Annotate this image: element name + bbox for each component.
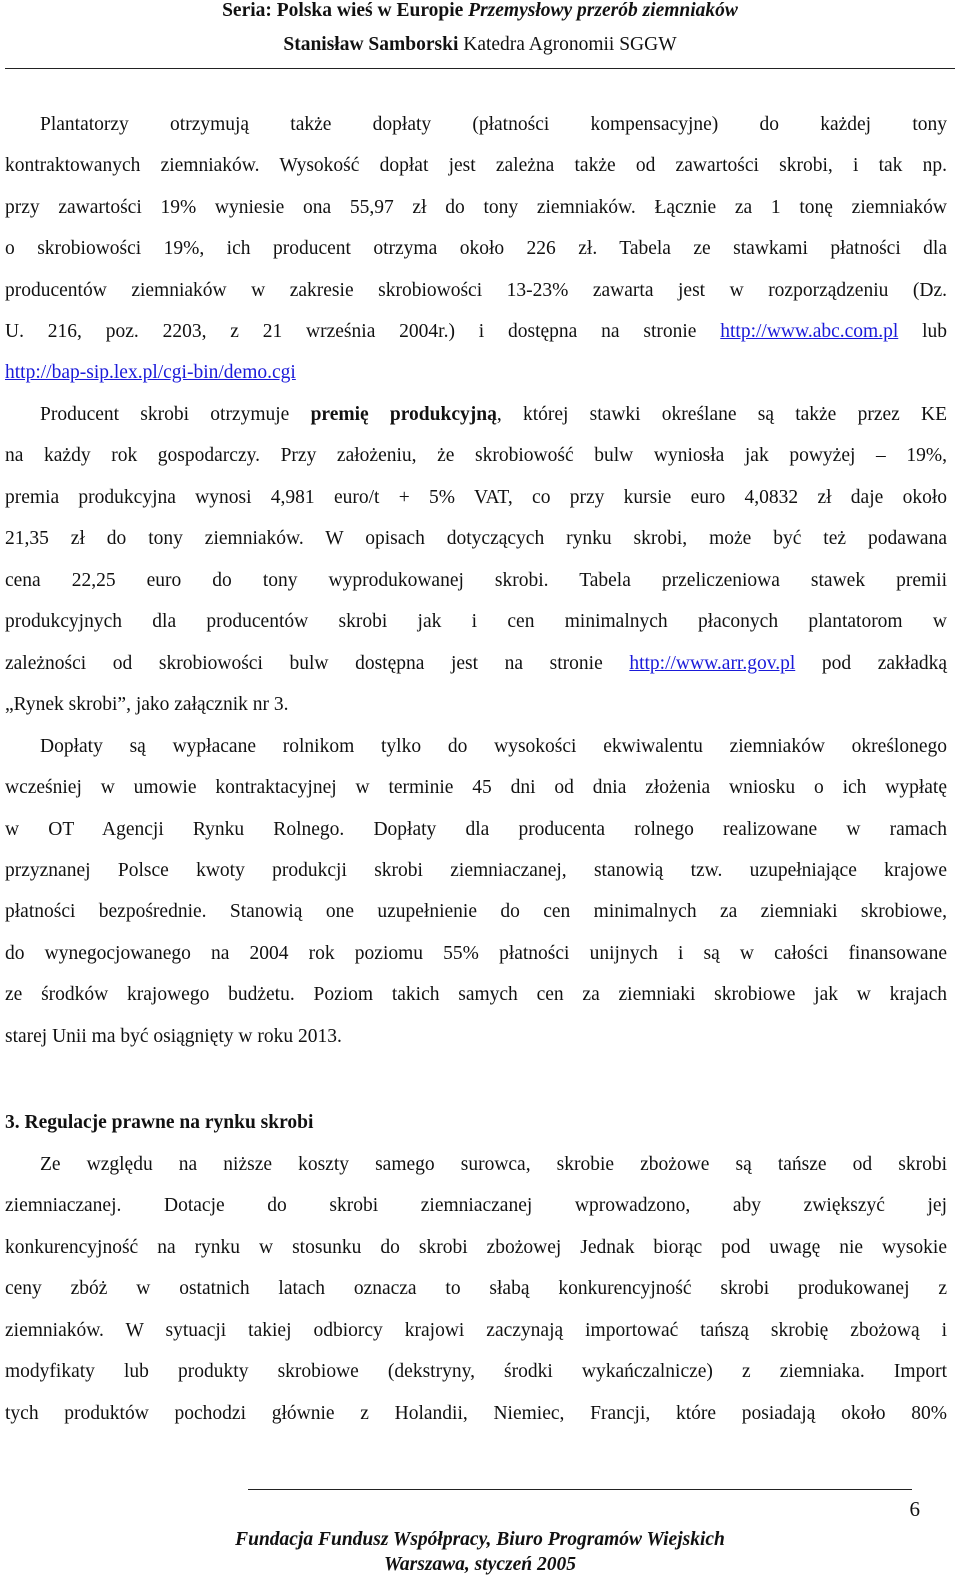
arr-link[interactable]: http://www.arr.gov.pl xyxy=(629,653,796,674)
text-line: o skrobiowości 19%, ich producent otrzyma około 226 zł. Tabela ze stawkami płatności dla xyxy=(5,238,947,259)
text-line: premia produkcyjna wynosi 4,981 euro/t + 5% VAT, co przy kursie euro 4,0832 zł daje około xyxy=(5,487,947,508)
text-span: Producent skrobi otrzymuje xyxy=(40,404,290,425)
header-rule xyxy=(5,68,955,69)
header-author-line xyxy=(0,34,960,60)
bold-term: premię produkcyjną xyxy=(310,404,497,425)
text-span: zależności od skrobiowości bulw dostępna jest na stronie xyxy=(5,653,603,674)
text-line xyxy=(40,400,947,430)
text-span: U. 216, poz. 2203, z 21 września 2004r.) i dostępna na stronie xyxy=(5,321,697,342)
text-line xyxy=(5,317,947,347)
text-line: produkcyjnych dla producentów skrobi jak i cen minimalnych płaconych plantatorom w xyxy=(5,611,947,632)
text-line: starej Unii ma być osiągnięty w roku 2013. xyxy=(5,1026,342,1047)
text-line: konkurencyjność na rynku w stosunku do skrobi zbożowej Jednak biorąc pod uwagę nie wysokie xyxy=(5,1237,947,1258)
text-line: 21,35 zł do tony ziemniaków. W opisach dotyczących rynku skrobi, może być też podawana xyxy=(5,528,947,549)
text-line: Ze względu na niższe koszty samego surowca, skrobie zbożowe są tańsze od skrobi xyxy=(40,1154,947,1175)
page-number: 6 xyxy=(909,1497,920,1521)
text-line: producentów ziemniaków w zakresie skrobiowości 13-23% zawarta jest w rozporządzeniu (Dz. xyxy=(5,280,947,301)
footer-rule xyxy=(248,1489,912,1490)
text-line: ze środków krajowego budżetu. Poziom takich samych cen za ziemniaki skrobiowe jak w krajach xyxy=(5,984,947,1005)
text-span: lub xyxy=(922,321,948,342)
text-span: , której stawki określane są także przez KE xyxy=(496,404,947,425)
text-line: Plantatorzy otrzymują także dopłaty (płatności kompensacyjne) do każdej tony xyxy=(40,114,947,135)
bap-sip-link[interactable]: http://bap-sip.lex.pl/cgi-bin/demo.cgi xyxy=(5,362,296,383)
header-author: Stanisław Samborski xyxy=(283,34,459,55)
text-line xyxy=(5,649,947,679)
header-affiliation: Katedra Agronomii SGGW xyxy=(463,34,677,55)
text-line: modyfikaty lub produkty skrobiowe (dekstryny, środki wykańczalnicze) z ziemniaka. Import xyxy=(5,1361,947,1382)
text-line: ziemniaczanej. Dotacje do skrobi ziemniaczanej wprowadzono, aby zwiększyć jej xyxy=(5,1195,947,1216)
text-line: w OT Agencji Rynku Rolnego. Dopłaty dla producenta rolnego realizowane w ramach xyxy=(5,819,947,840)
text-line: Dopłaty są wypłacane rolnikom tylko do wysokości ekwiwalentu ziemniaków określonego xyxy=(40,736,947,757)
text-span: pod zakładką xyxy=(821,653,948,674)
section-heading: 3. Regulacje prawne na rynku skrobi xyxy=(5,1112,314,1133)
text-line: przyznanej Polsce kwoty produkcji skrobi ziemniaczanej, stanowią tzw. uzupełniające krajowe xyxy=(5,860,947,881)
text-line: ziemniaków. W sytuacji takiej odbiorcy krajowi zaczynają importować tańszą skrobię zbożową i xyxy=(5,1320,947,1341)
text-line: na każdy rok gospodarczy. Przy założeniu, że skrobiowość bulw wyniosła jak powyżej – 19%, xyxy=(5,445,947,466)
text-line: wcześniej w umowie kontraktacyjnej w terminie 45 dni od dnia złożenia wniosku o ich wypłatę xyxy=(5,777,947,798)
text-line: ceny zbóż w ostatnich latach oznacza to słabą konkurencyjność skrobi produkowanej z xyxy=(5,1278,947,1299)
text-line: tych produktów pochodzi głównie z Holandii, Niemiec, Francji, które posiadają około 80% xyxy=(5,1403,947,1424)
text-line: przy zawartości 19% wyniesie ona 55,97 zł do tony ziemniaków. Łącznie za 1 tonę ziemniaków xyxy=(5,197,947,218)
text-line: do wynegocjowanego na 2004 rok poziomu 55% płatności unijnych i są w całości finansowane xyxy=(5,943,947,964)
abc-link[interactable]: http://www.abc.com.pl xyxy=(720,321,899,342)
text-line: „Rynek skrobi”, jako załącznik nr 3. xyxy=(5,694,289,715)
text-line: kontraktowanych ziemniaków. Wysokość dopłat jest zależna także od zawartości skrobi, i tak np. xyxy=(5,155,947,176)
text-line xyxy=(5,358,947,388)
footer-organization: Fundacja Fundusz Współpracy, Biuro Programów Wiejskich xyxy=(235,1529,725,1550)
header-series: Seria: Polska wieś w Europie xyxy=(222,0,464,21)
header-series-line xyxy=(0,0,960,26)
footer-place-date: Warszawa, styczeń 2005 xyxy=(384,1554,576,1575)
header-series-title: Przemysłowy przerób ziemniaków xyxy=(468,0,738,21)
text-line: płatności bezpośrednie. Stanowią one uzupełnienie do cen minimalnych za ziemniaki skrobiowe, xyxy=(5,901,947,922)
page-header xyxy=(0,0,960,70)
text-line: cena 22,25 euro do tony wyprodukowanej skrobi. Tabela przeliczeniowa stawek premii xyxy=(5,570,947,591)
